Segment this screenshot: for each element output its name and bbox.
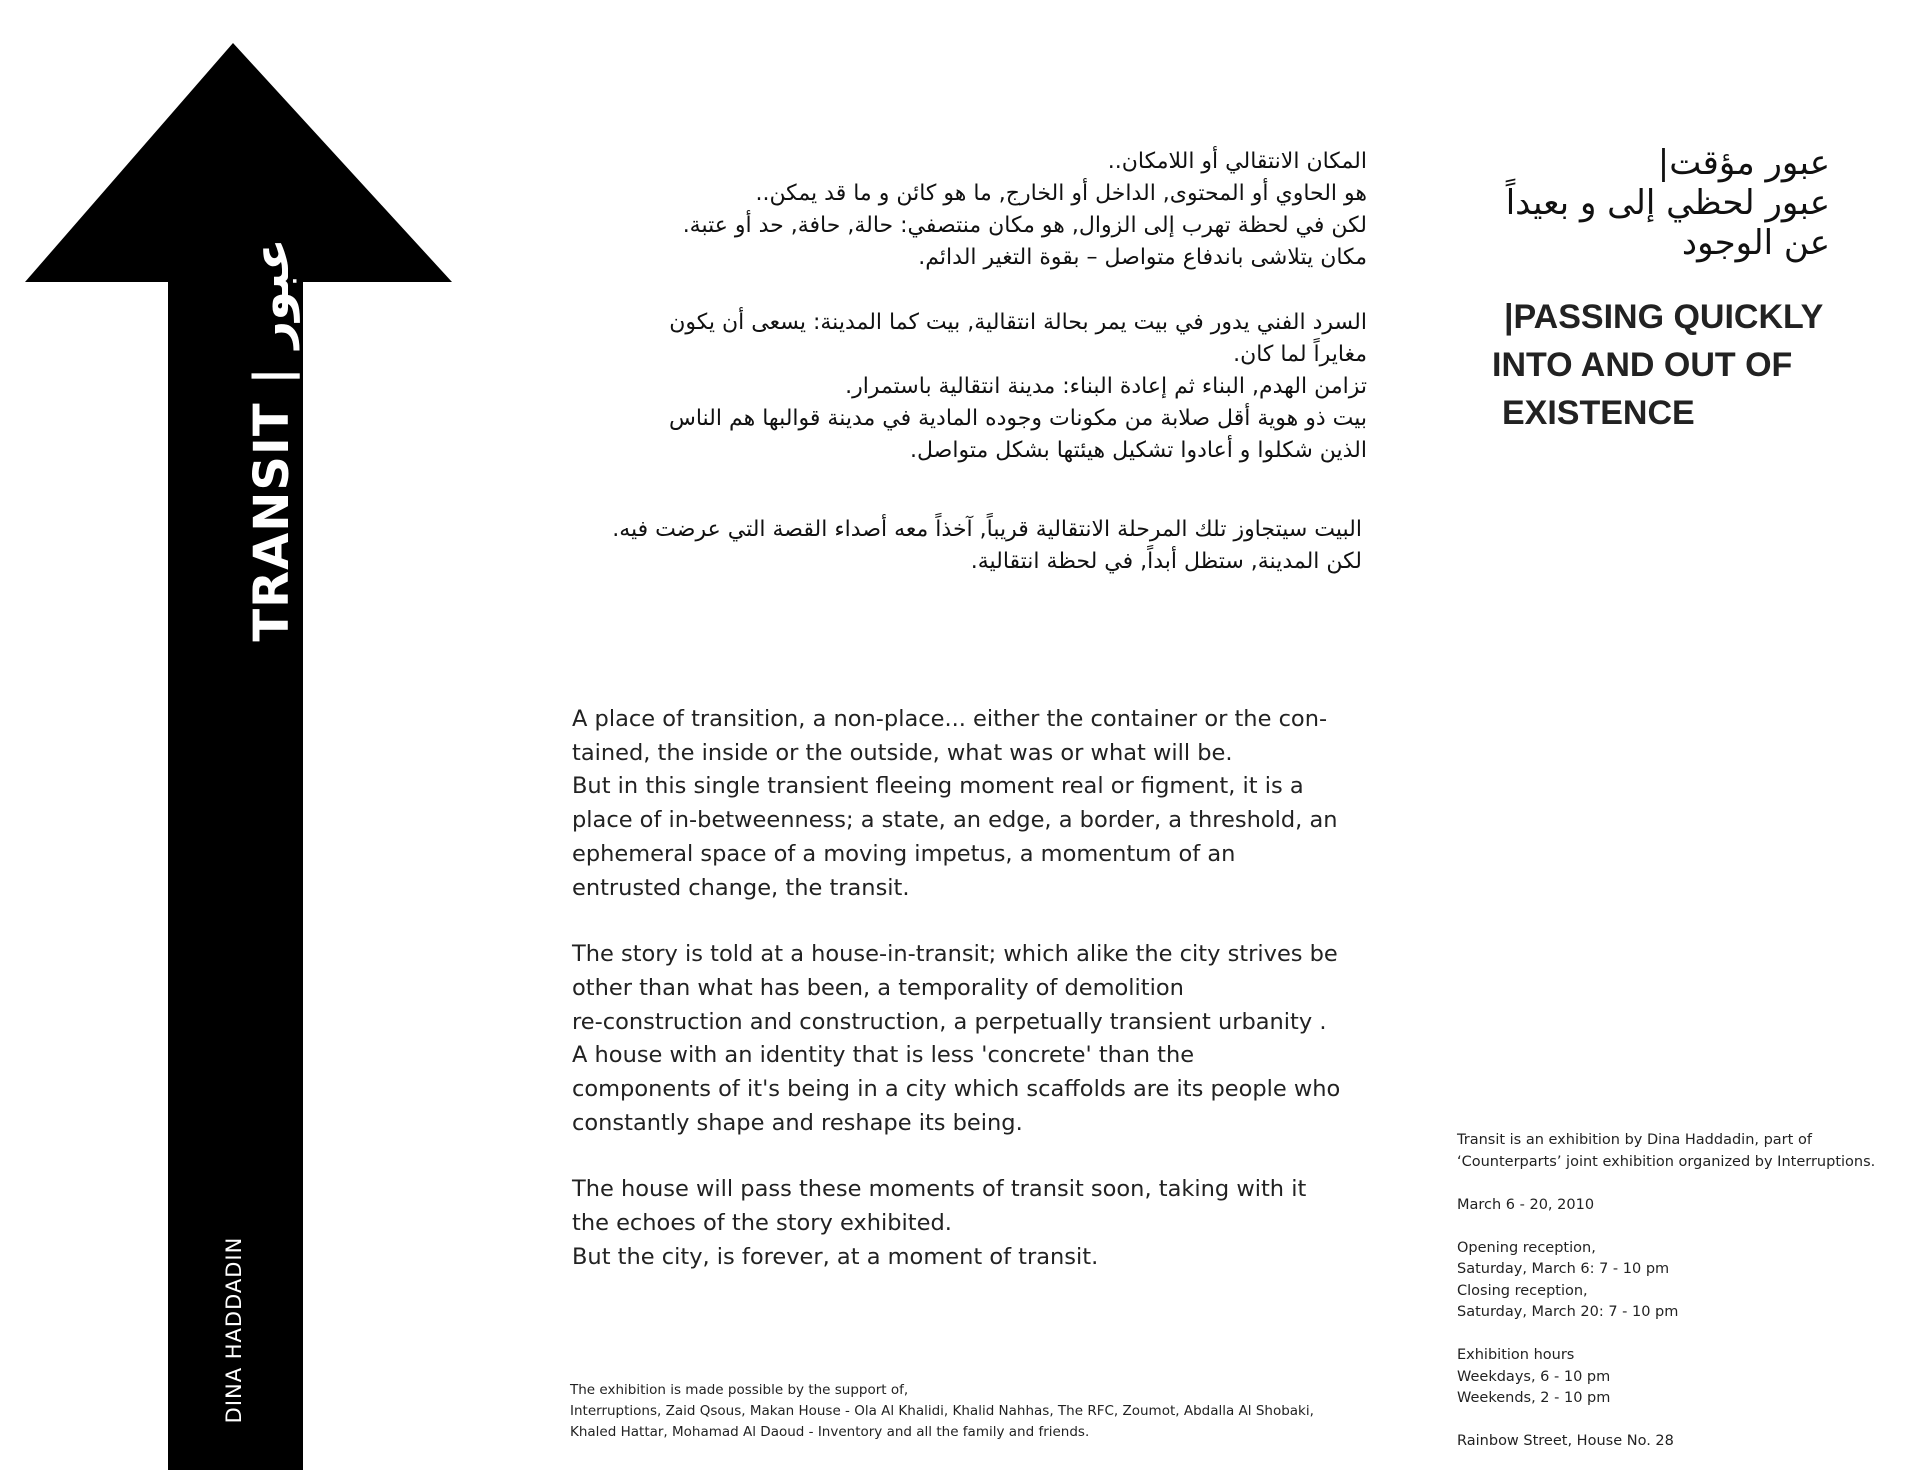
info-line: Exhibition hours (1457, 1347, 1575, 1363)
info-line: Weekends, 2 - 10 pm (1457, 1390, 1611, 1406)
info-line: Saturday, March 20: 7 - 10 pm (1457, 1304, 1679, 1320)
arabic-title-line: عبور مؤقت| (1657, 143, 1830, 183)
support-credits (570, 1380, 1400, 1443)
info-line: Saturday, March 6: 7 - 10 pm (1457, 1261, 1670, 1277)
author-name: DINA HADDADIN (222, 1236, 246, 1424)
exhibition-info (1457, 1130, 1907, 1453)
arabic-paragraph-3 (555, 514, 1362, 578)
info-line: Rainbow Street, House No. 28 (1457, 1433, 1674, 1449)
info-line: March 6 - 20, 2010 (1457, 1196, 1595, 1213)
info-line: Weekdays, 6 - 10 pm (1457, 1368, 1611, 1385)
arabic-title-line: عبور لحظي إلى و بعيداً (1505, 183, 1830, 223)
info-line: Closing reception, (1457, 1282, 1588, 1299)
arabic-line: المكان الانتقالي أو اللامكان.. (1107, 149, 1367, 174)
support-line: Khaled Hattar, Mohamad Al Daoud - Inventory and all the family and friends. (570, 1424, 1090, 1440)
arabic-line: لكن المدينة, ستظل أبداً, في لحظة انتقالية. (970, 549, 1362, 574)
english-body (572, 703, 1392, 1308)
info-line: Opening reception, (1457, 1239, 1596, 1256)
english-title-line: INTO AND OUT OF (1492, 346, 1793, 384)
arabic-line: هو الحاوي أو المحتوى, الداخل أو الخارج, ما هو كائن و ما قد يمكن.. (755, 181, 1367, 206)
support-line: Interruptions, Zaid Qsous, Makan House - Ola Al Khalidi, Khalid Nahhas, The RFC, Zoumot, Abdalla Al Shobaki, (570, 1403, 1314, 1419)
arabic-line: تزامن الهدم, البناء ثم إعادة البناء: مدينة انتقالية باستمرار. (845, 374, 1367, 399)
info-line (1457, 1216, 1907, 1238)
arabic-line: مكان يتلاشى باندفاع متواصل – بقوة التغير الدائم. (918, 245, 1367, 270)
info-line: Transit is an exhibition by Dina Haddadin, part of (1457, 1132, 1812, 1148)
english-paragraph: The story is told at a house-in-transit; which alike the city strives be other than what has been, a temporality of demolition re-construction and construction, a perpetually transient urbanity . A house with an identity that is less 'concrete' than the components of it's being in a city which scaffolds are its people who constantly shape and reshape its being. (572, 941, 1341, 1136)
english-paragraph: A place of transition, a non-place... either the container or the con- tained, the inside or the outside, what was or what will be. But in this single transient fleeing moment real or figment, it is a place of in-betweenness; a state, an edge, a border, a threshold, an ephemeral space of a moving impetus, a momentum of an entrusted change, the transit. (572, 706, 1338, 901)
arabic-line: بيت ذو هوية أقل صلابة من مكونات وجوده المادية في مدينة قوالبها هم الناس (668, 406, 1367, 431)
english-title (1492, 293, 1872, 437)
info-line (1457, 1410, 1907, 1432)
english-paragraph: The house will pass these moments of transit soon, taking with it the echoes of the story exhibited. But the city, is forever, at a moment of transit. (572, 1176, 1307, 1270)
support-line: The exhibition is made possible by the support of, (570, 1382, 909, 1398)
arabic-line: البيت سيتجاوز تلك المرحلة الانتقالية قريباً, آخذاً معه أصداء القصة التي عرضت فيه. (612, 517, 1362, 542)
arabic-paragraph-2 (560, 307, 1367, 467)
arabic-title (1460, 143, 1830, 263)
english-title-line: |PASSING QUICKLY (1504, 298, 1824, 336)
info-line (1457, 1173, 1907, 1195)
info-line (1457, 1324, 1907, 1346)
arabic-line: السرد الفني يدور في بيت يمر بحالة انتقالية, بيت كما المدينة: يسعى أن يكون (669, 310, 1367, 335)
arabic-line: لكن في لحظة تهرب إلى الزوال, هو مكان منتصفي: حالة, حافة, حد أو عتبة. (682, 213, 1367, 238)
arabic-line: مغايراً لما كان. (1233, 342, 1367, 367)
arrow-head-shape (25, 43, 452, 282)
info-line: ‘Counterparts’ joint exhibition organized by Interruptions. (1457, 1153, 1876, 1170)
title-transit: TRANSIT | عبور (244, 238, 300, 642)
arabic-title-line: عن الوجود (1681, 223, 1830, 263)
arabic-paragraph-1 (560, 146, 1367, 274)
english-title-line: EXISTENCE (1502, 394, 1695, 432)
arabic-line: الذين شكلوا و أعادوا تشكيل هيئتها بشكل متواصل. (910, 438, 1367, 463)
